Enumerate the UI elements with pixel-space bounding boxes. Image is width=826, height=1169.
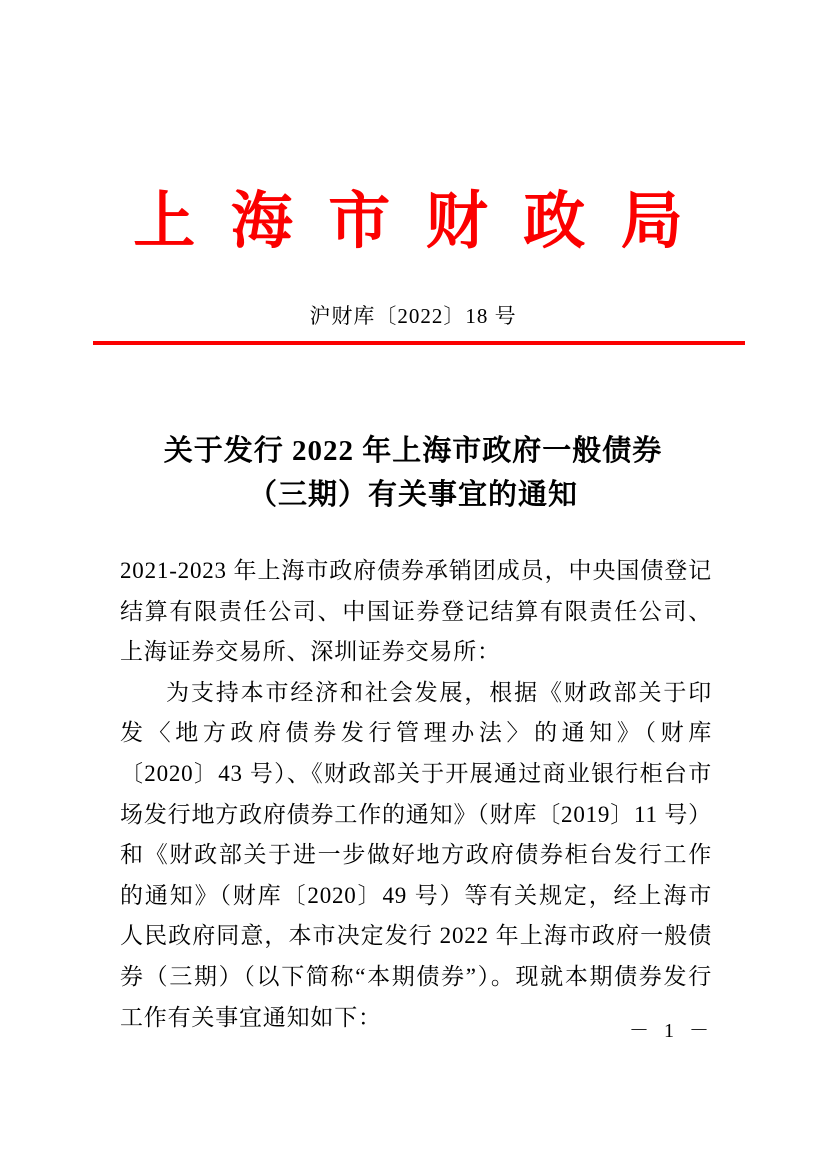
doc-number: 沪财库〔2022〕18 号: [309, 304, 517, 328]
salutation-paragraph: 2021-2023 年上海市政府债券承销团成员，中央国债登记结算有限责任公司、中国证券登记结算有限责任公司、上海证券交易所、深圳证券交易所：: [120, 558, 712, 665]
header-divider: [93, 341, 745, 345]
page-number: － 1 －: [629, 1020, 714, 1042]
agency-title: 上 海 市 财 政 局: [133, 188, 693, 256]
intro-paragraph: 为支持本市经济和社会发展，根据《财政部关于印发〈地方政府债券发行管理办法〉的通知》（财库〔2020〕43 号）、《财政部关于开展通过商业银行柜台市场发行地方政府债券工作的通知》（财库〔2019〕11 号）和《财政部关于进一步做好地方政府债券柜台发行工作的通知》（财库〔2020〕49 号）等有关规定，经上海市人民政府同意，本市决定发行 2022 年上海市政府一般债券（三期）（以下简称“本期债券”）。现就本期债券发行工作有关事宜通知如下：: [120, 679, 712, 1030]
document-title-line2: （三期）有关事宜的通知: [247, 479, 578, 511]
document-body: [120, 551, 712, 1038]
document-title: [0, 429, 826, 517]
document-title-line1: 关于发行 2022 年上海市政府一般债券: [163, 435, 663, 467]
